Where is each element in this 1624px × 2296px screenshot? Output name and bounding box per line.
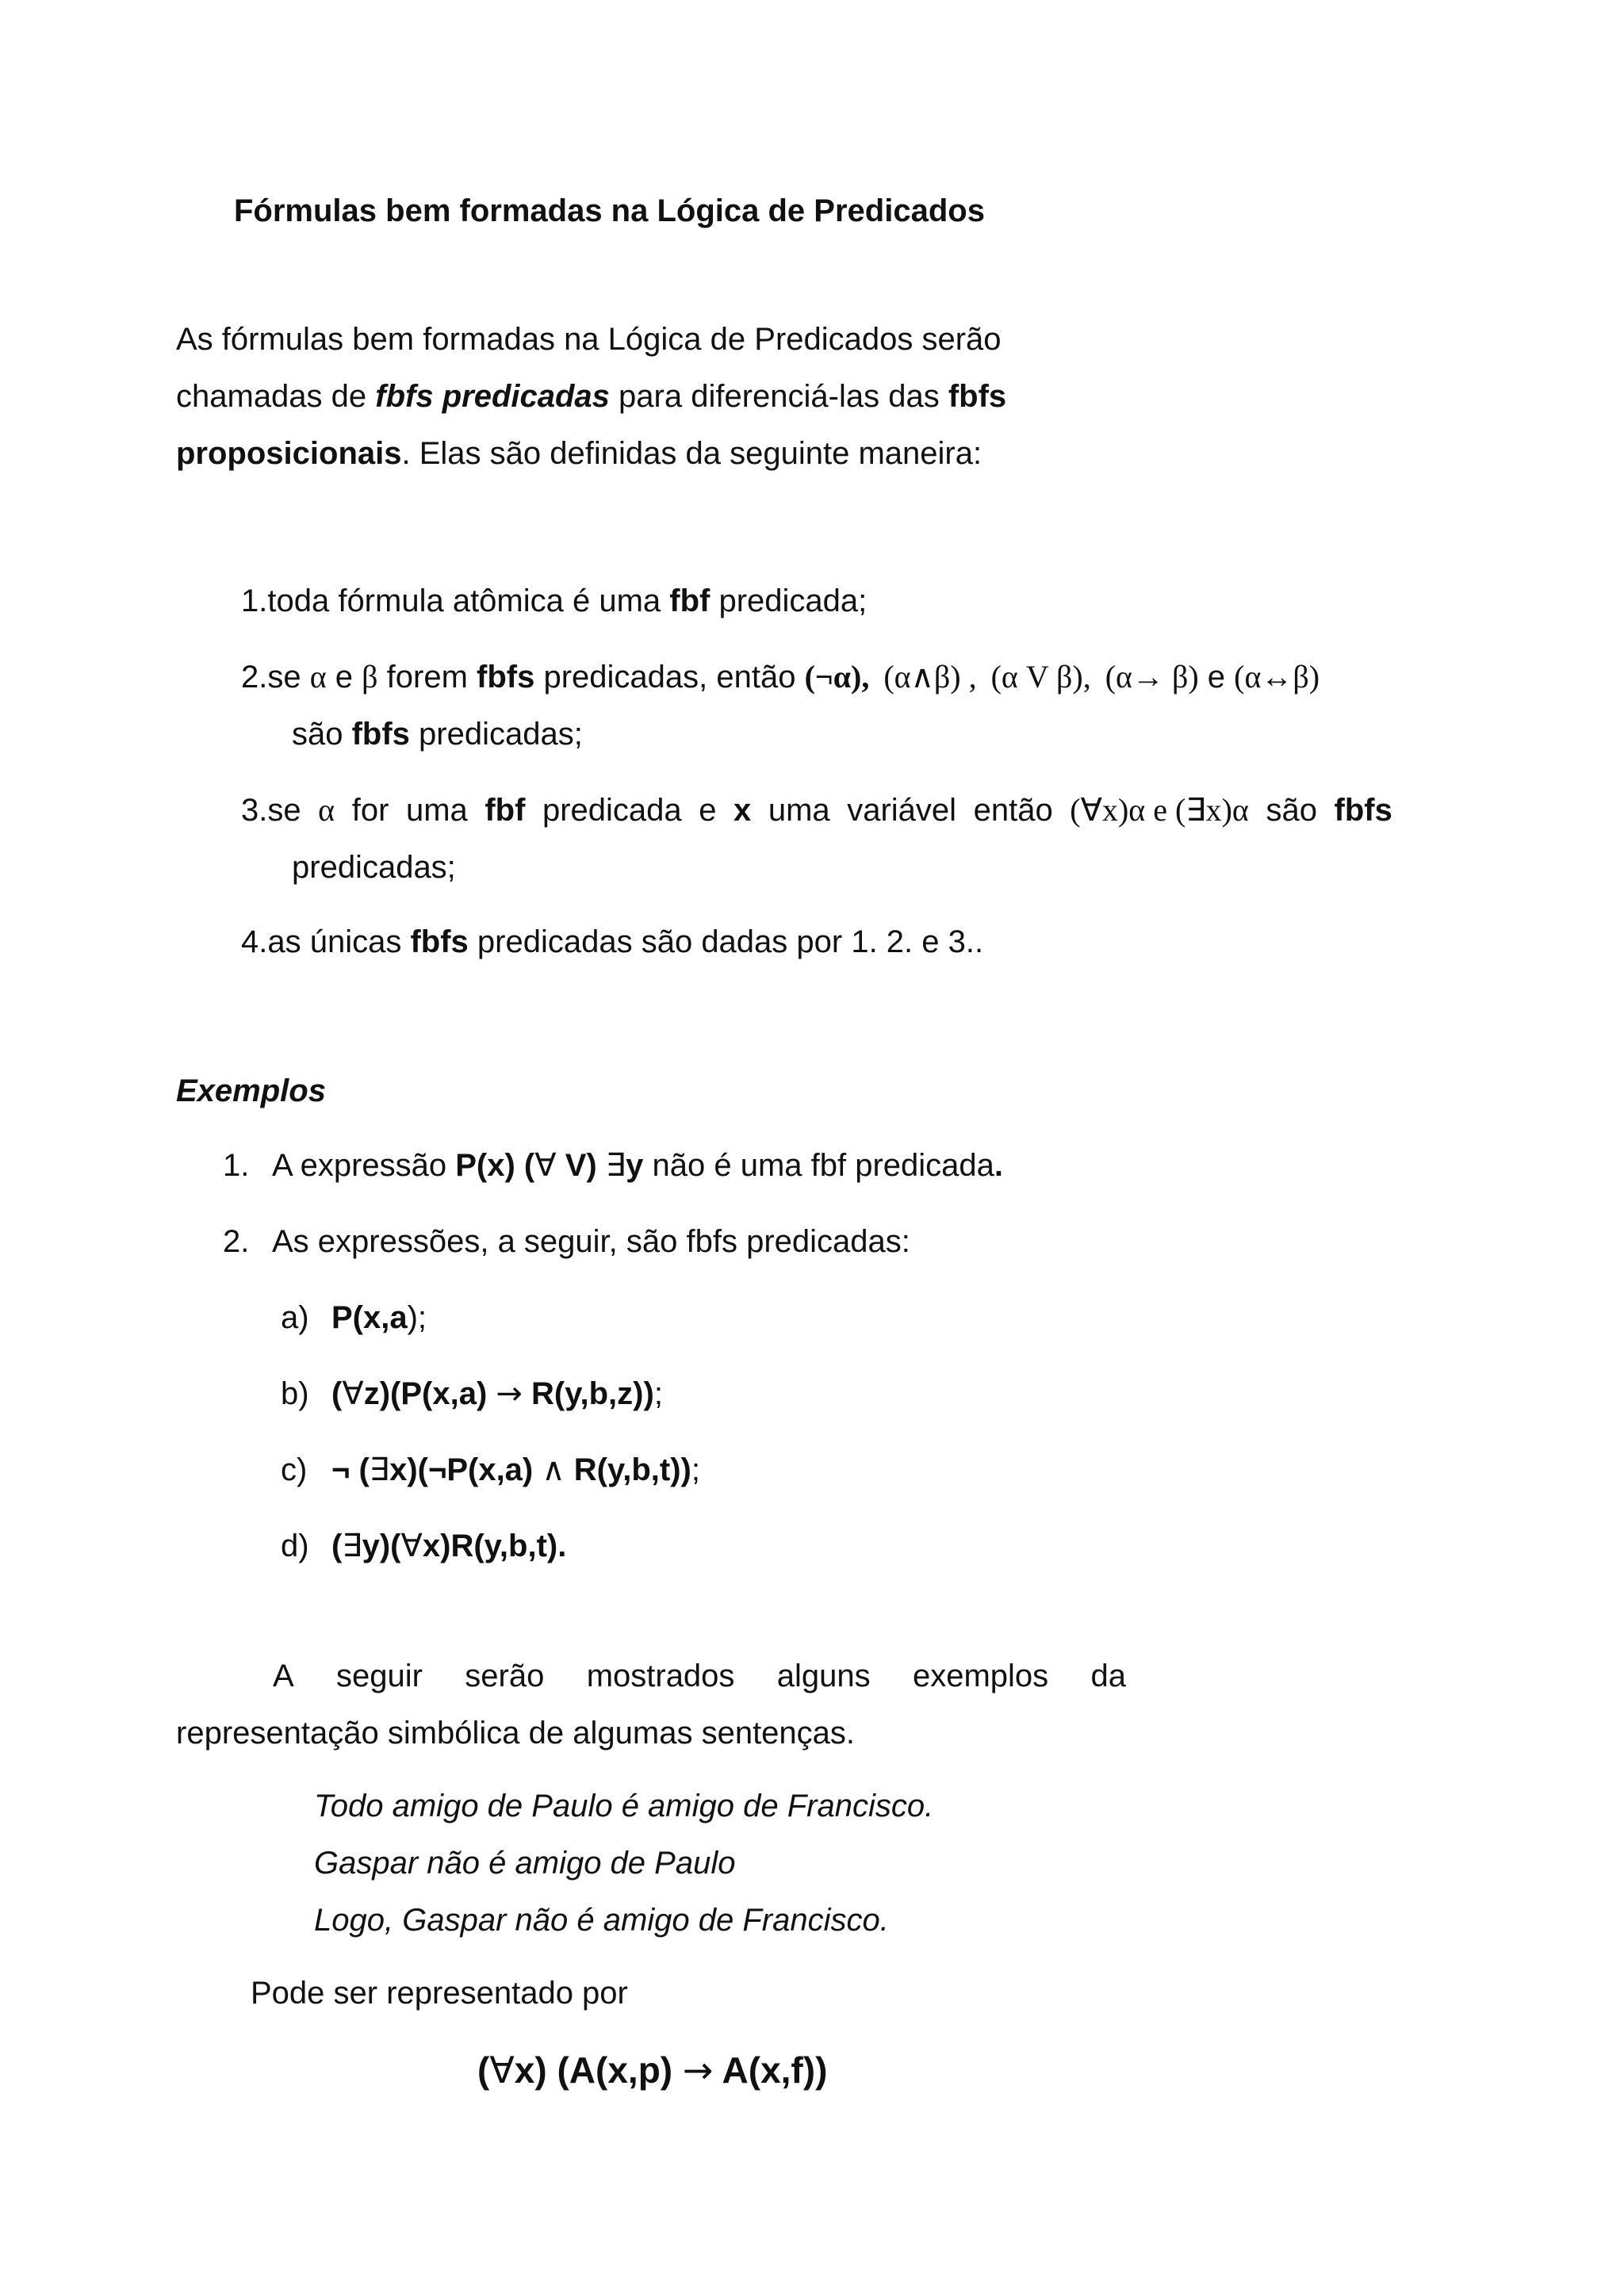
item-text: predicada; [710, 584, 868, 618]
item-text: A expressão [272, 1148, 456, 1183]
item-word: e [699, 793, 717, 828]
item-bold: V) [556, 1148, 606, 1183]
item-text: não é uma fbf predicada [643, 1148, 994, 1183]
example-sub-d [281, 1527, 566, 1565]
item-text: e [326, 660, 362, 695]
sub-formula: R(y,b,t)) [565, 1452, 691, 1487]
definition-item-4 [241, 923, 983, 961]
alpha-symbol: α [309, 659, 327, 695]
item-text: predicadas, então [534, 660, 805, 695]
item-text: forem [377, 660, 477, 695]
item-text: são [292, 717, 352, 752]
examples-heading: Exemplos [176, 1073, 326, 1108]
item-word [241, 791, 301, 829]
example-2 [223, 1223, 910, 1261]
item-word: então [973, 793, 1053, 828]
item-number: 4. [241, 924, 268, 959]
following-line-1 [273, 1657, 1126, 1695]
represented-by: Pode ser representado por [251, 1976, 628, 2011]
item-word: são [1266, 793, 1317, 828]
item-text: As expressões, a seguir, são fbfs predicadas: [272, 1224, 910, 1259]
sub-rest: ); [407, 1300, 427, 1335]
example-sub-c [281, 1451, 700, 1489]
formula-biconditional: (α↔β) [1234, 659, 1320, 695]
definition-item-2-continuation [292, 715, 583, 753]
sub-formula: z)(P(x,a) [363, 1376, 496, 1411]
item-word: variável [847, 793, 957, 828]
intro-line-3 [176, 434, 1128, 473]
item-text: e [1198, 660, 1235, 695]
sub-formula: P(x,a [331, 1300, 408, 1335]
item-word: predicada [542, 793, 682, 828]
variable-x: x [733, 793, 752, 828]
sentence-1: Todo amigo de Paulo é amigo de Francisco. [314, 1789, 934, 1823]
final-formula [477, 2049, 827, 2092]
formula-part: A(x,f)) [713, 2049, 828, 2091]
exists-symbol: ∃ [605, 1147, 626, 1184]
exists-symbol: ∃ [369, 1452, 390, 1488]
item-text: se [267, 660, 310, 695]
formula-part: ( [477, 2049, 490, 2091]
sub-rest: ; [653, 1376, 663, 1411]
item-text: se [267, 793, 301, 828]
item-bold: fbfs [1334, 793, 1392, 828]
formula-part: x) (A(x,p) [514, 2049, 683, 2091]
following-line-2: representação simbólica de algumas sentenças. [176, 1716, 856, 1751]
intro-bold: fbfs [948, 379, 1007, 414]
item-number: 1. [223, 1148, 250, 1183]
formula-implication: (α→ β) [1105, 659, 1199, 695]
formula-conjunction: (α∧β) , [883, 659, 977, 695]
example-sub-a [281, 1299, 427, 1337]
page-title: Fórmulas bem formadas na Lógica de Predicados [234, 193, 985, 228]
sub-label: c) [281, 1452, 308, 1487]
example-sub-b [281, 1375, 663, 1413]
intro-bold: proposicionais [176, 436, 402, 471]
sub-formula: y)( [362, 1529, 401, 1563]
definition-item-2 [241, 658, 1320, 696]
forall-symbol: ∀ [342, 1376, 364, 1412]
item-number: 2. [223, 1224, 250, 1259]
sub-formula: x)R(y,b,t). [422, 1529, 567, 1563]
sub-formula: ( [331, 1376, 343, 1411]
intro-text: chamadas de [176, 379, 376, 414]
beta-symbol: β [362, 659, 378, 695]
item-bold: fbfs [477, 660, 535, 695]
item-word: uma [768, 793, 830, 828]
and-symbol: ∧ [542, 1452, 565, 1488]
implies-symbol: → [496, 1376, 523, 1412]
example-1 [223, 1146, 1003, 1184]
item-text: predicadas; [409, 717, 583, 752]
definition-item-3-continuation: predicadas; [292, 850, 456, 885]
formula-disjunction: (α V β), [990, 659, 1091, 695]
item-bold: fbf [485, 793, 526, 828]
sub-formula: x)(¬P(x,a) [389, 1452, 542, 1487]
word: alguns [776, 1659, 871, 1693]
word: serão [465, 1659, 545, 1693]
definition-item-3 [241, 791, 1392, 829]
alpha-symbol: α [318, 792, 335, 828]
word: A [273, 1659, 294, 1693]
sub-formula: ( [331, 1529, 343, 1563]
item-bold: fbfs [410, 924, 469, 959]
intro-text: para diferenciá-las das [609, 379, 948, 414]
exists-symbol: ∃ [342, 1528, 362, 1564]
intro-emphasis: fbfs predicadas [375, 379, 610, 414]
intro-line-1: As fórmulas bem formadas na Lógica de Predicados serão [176, 322, 1002, 357]
quantifier-formulas: (∀x)α e (∃x)α [1070, 792, 1249, 828]
sentence-3: Logo, Gaspar não é amigo de Francisco. [314, 1903, 889, 1938]
item-bold: y [626, 1148, 644, 1183]
intro-text: . Elas são definidas da seguinte maneira: [401, 436, 982, 471]
sub-rest: ; [691, 1452, 700, 1487]
implies-symbol: → [682, 2049, 714, 2091]
word: mostrados [586, 1659, 735, 1693]
item-text: predicadas são dadas por 1. 2. e 3.. [468, 924, 984, 959]
item-number: 2. [241, 660, 268, 695]
item-number: 3. [241, 793, 268, 828]
word: exemplos [912, 1659, 1049, 1693]
sentence-2: Gaspar não é amigo de Paulo [314, 1846, 736, 1881]
item-text: toda fórmula atômica é uma [267, 584, 670, 618]
intro-line-2 [176, 377, 1128, 415]
forall-symbol: ∀ [400, 1528, 423, 1564]
sub-formula: ¬ ( [331, 1452, 370, 1487]
forall-symbol: ∀ [489, 2049, 515, 2091]
item-bold: fbfs [351, 717, 410, 752]
formula-negation: (¬α), [804, 659, 870, 695]
item-number: 1. [241, 584, 268, 618]
sub-formula: R(y,b,z)) [522, 1376, 654, 1411]
item-bold: fbf [669, 584, 710, 618]
item-bold: P(x) ( [455, 1148, 535, 1183]
item-word: for [351, 793, 389, 828]
item-bold: . [994, 1148, 1004, 1183]
item-text: as únicas [267, 924, 411, 959]
sub-label: b) [281, 1376, 309, 1411]
word: da [1090, 1659, 1126, 1693]
sub-label: d) [281, 1529, 309, 1563]
item-word: uma [405, 793, 468, 828]
forall-symbol: ∀ [534, 1147, 557, 1184]
definition-item-1 [241, 582, 867, 620]
word: seguir [336, 1659, 423, 1693]
sub-label: a) [281, 1300, 309, 1335]
